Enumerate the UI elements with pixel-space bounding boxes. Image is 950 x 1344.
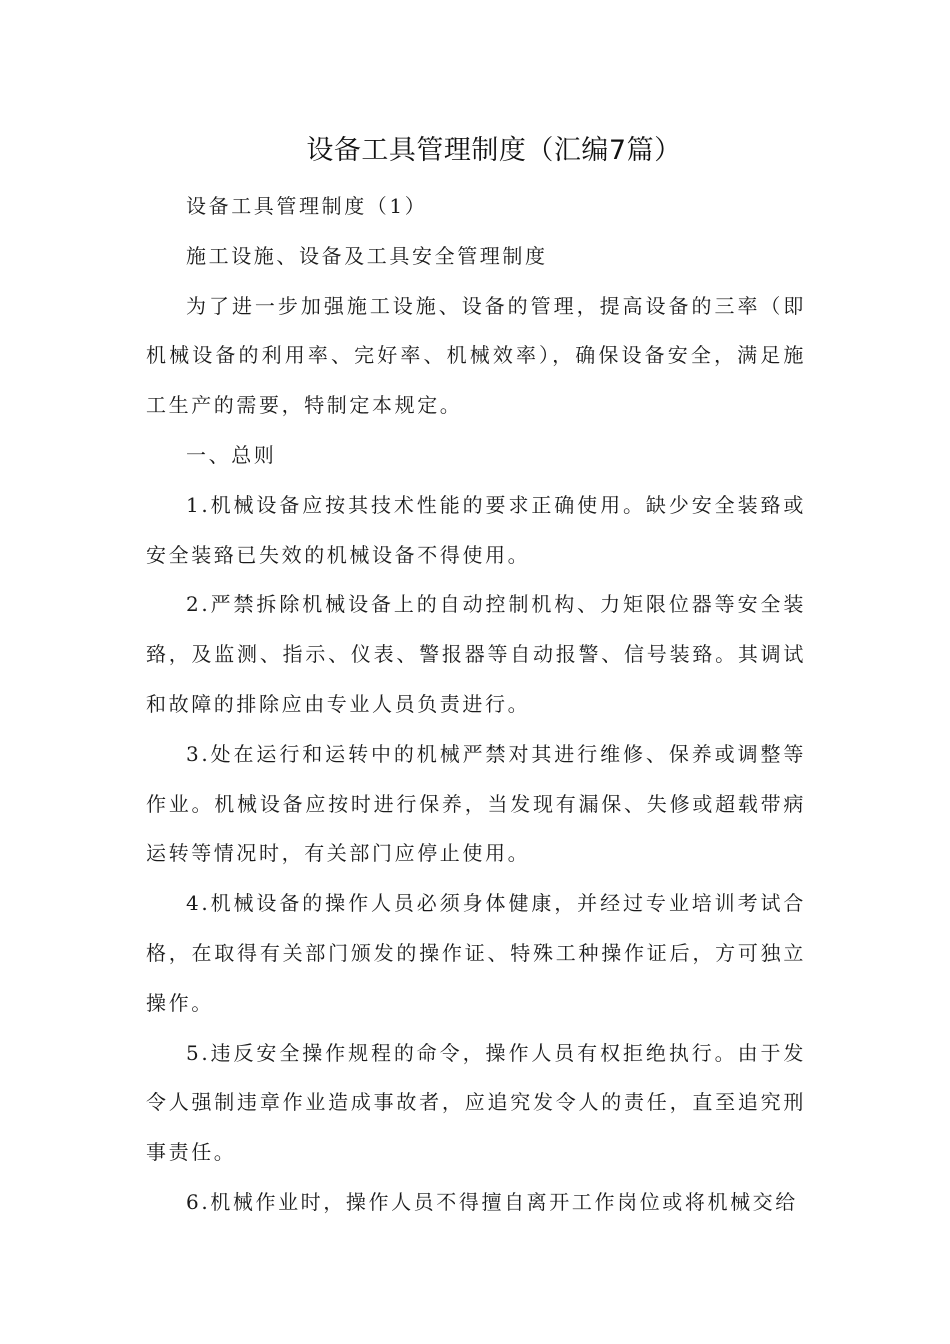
document-title: 设备工具管理制度（汇编7篇） [306,135,682,166]
paragraph: 1.机械设备应按其技术性能的要求正确使用。缺少安全装臵或安全装臵已失效的机械设备不得使用。 [146,492,806,567]
subtitle: 施工设施、设备及工具安全管理制度 [186,243,548,268]
section-heading: 一、总则 [186,442,277,467]
paragraph: 2.严禁拆除机械设备上的自动控制机构、力矩限位器等安全装臵，及监测、指示、仪表、警报器等自动报警、信号装臵。其调试和故障的排除应由专业人员负责进行。 [146,592,806,716]
section-heading: 设备工具管理制度（1） [186,194,428,218]
paragraph: 5.违反安全操作规程的命令，操作人员有权拒绝执行。由于发令人强制违章作业造成事故者，应追究发令人的责任，直至追究刑事责任。 [146,1040,806,1165]
paragraph: 3.处在运行和运转中的机械严禁对其进行维修、保养或调整等作业。机械设备应按时进行保养，当发现有漏保、失修或超载带病运转等情况时，有关部门应停止使用。 [146,741,806,866]
paragraph: 6.机械作业时，操作人员不得擅自离开工作岗位或将机械交给 [186,1189,798,1214]
document-body [146,182,806,1228]
paragraph: 为了进一步加强施工设施、设备的管理，提高设备的三率（即机械设备的利用率、完好率、机械效率），确保设备安全，满足施工生产的需要，特制定本规定。 [146,293,806,418]
paragraph: 4.机械设备的操作人员必须身体健康，并经过专业培训考试合格，在取得有关部门颁发的操作证、特殊工种操作证后，方可独立操作。 [146,891,806,1015]
